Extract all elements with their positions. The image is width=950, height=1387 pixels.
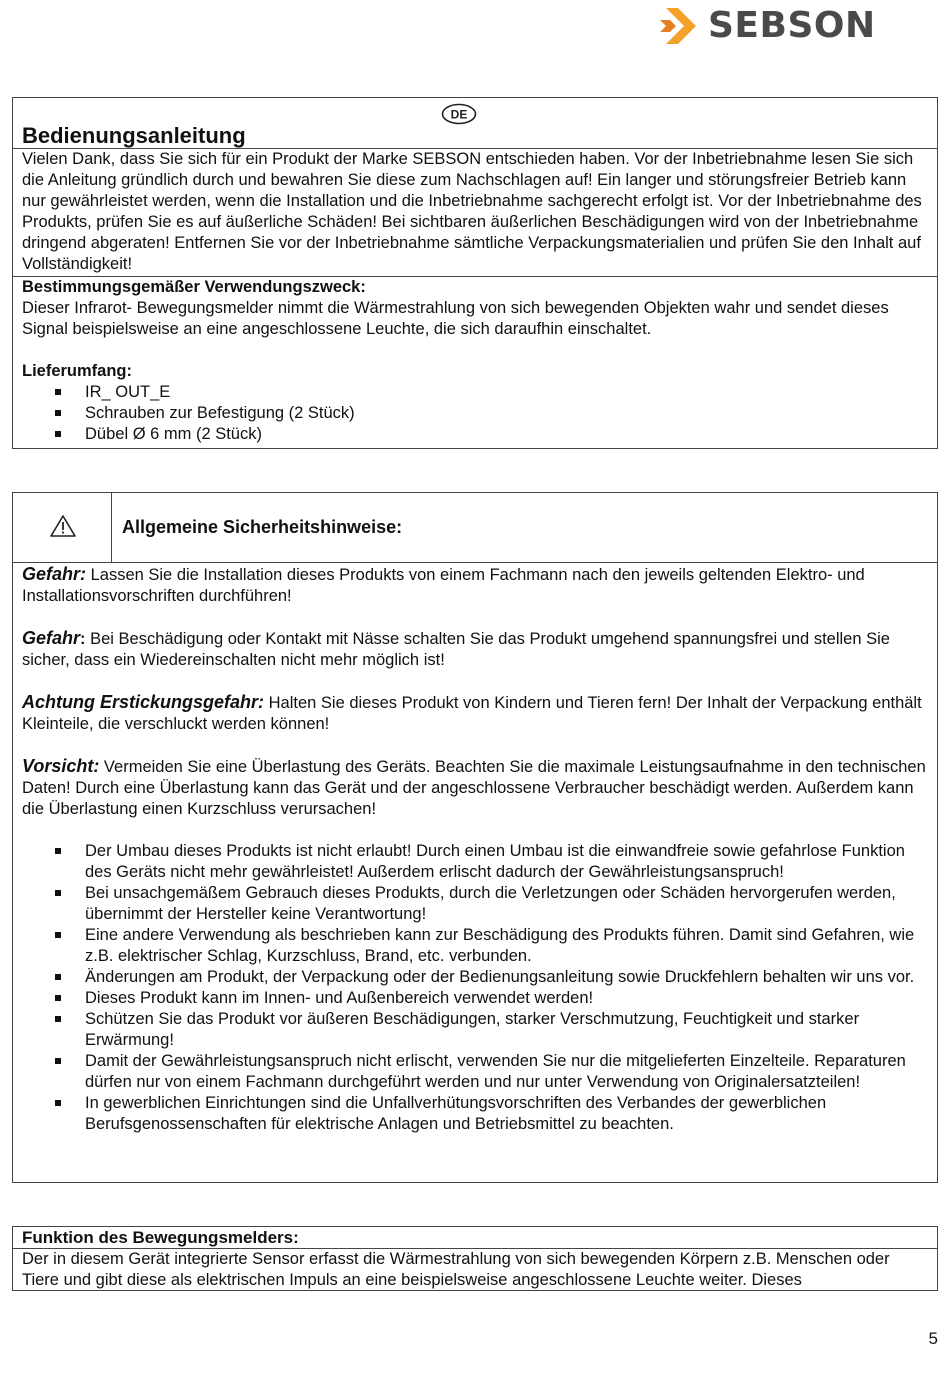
page-title: Bedienungsanleitung — [22, 123, 246, 148]
warning-suffocation: Achtung Erstickungsgefahr: Halten Sie dieses Produkt von Kindern und Tieren fern! Der Inhalt der Verpackung enthält Kleinteile, die verschluckt werden können! — [22, 692, 922, 733]
usage-text: Dieser Infrarot- Bewegungsmelder nimmt die Wärmestrahlung von sich bewegenden Objekten wahr und sendet dieses Signal beispielsweise an eine angeschlossene Leuchte, die sich daraufhin einschaltet. — [22, 299, 889, 338]
list-item: Schrauben zur Befestigung (2 Stück) — [85, 403, 937, 424]
list-item: Bei unsachgemäßem Gebrauch dieses Produkts, durch die Verletzungen oder Schäden hervorgerufen werden, übernimmt der Hersteller keine Verantwortung! — [85, 883, 928, 925]
warning-danger-1: Gefahr: Lassen Sie die Installation dieses Produkts von einem Fachmann nach den jeweils geltenden Elektro- und Installationsvorschriften durchführen! — [22, 564, 865, 605]
usage-heading: Bestimmungsgemäßer Verwendungszweck: — [22, 278, 366, 296]
language-badge-icon — [441, 103, 477, 125]
safety-header — [13, 493, 937, 563]
brand-chevron-icon — [660, 6, 706, 46]
list-item: Der Umbau dieses Produkts ist nicht erlaubt! Durch einen Umbau ist die einwandfreie sowie gefahrlose Funktion des Geräts nicht mehr gewährleistet! Außerdem erlischt dadurch der Gewährleistungsanspruch! — [85, 841, 928, 883]
language-row — [13, 98, 937, 126]
scope-heading: Lieferumfang: — [22, 362, 133, 380]
function-text: Der in diesem Gerät integrierte Sensor erfasst die Wärmestrahlung von sich bewegenden Körpern z.B. Menschen oder Tiere und gibt diese als elektrischen Impuls an eine beispielsweise angeschlossene Leuchte weiter. Dieses — [22, 1250, 890, 1289]
safety-section — [12, 492, 938, 1183]
list-item: IR_ OUT_E — [85, 382, 937, 403]
sebson-logo — [660, 6, 890, 46]
intro-text: Vielen Dank, dass Sie sich für ein Produkt der Marke SEBSON entschieden haben. Vor der Inbetriebnahme lesen Sie sich die Anleitung gründlich durch und bewahren Sie diese zum Nachschlagen auf! Ein langer und störungsfreier Betrieb kann nur gewährleistet werden, wenn die Installation und die Inbetriebnahme sachgerecht erfolgt ist. Vor der Inbetriebnahme des Produkts, prüfen Sie es auf äußerliche Schäden! Bei sichtbaren äußerlichen Beschädigungen wird von der Inbetriebnahme dringend abgeraten! Entfernen Sie vor der Inbetriebnahme sämtliche Verpackungsmaterialien und prüfen Sie den Inhalt auf Vollständigkeit! — [22, 150, 922, 273]
function-heading: Funktion des Bewegungsmelders: — [22, 1228, 299, 1247]
page-number: 5 — [928, 1329, 938, 1348]
safety-heading: Allgemeine Sicherheitshinweise: — [122, 517, 403, 537]
list-item: Änderungen am Produkt, der Verpackung oder der Bedienungsanleitung sowie Druckfehlern behalten wir uns vor. — [85, 967, 928, 988]
function-section — [12, 1226, 938, 1291]
safety-list — [13, 841, 937, 1135]
list-item: Dübel Ø 6 mm (2 Stück) — [85, 424, 937, 445]
list-item: Eine andere Verwendung als beschrieben kann zur Beschädigung des Produkts führen. Damit sind Gefahren, wie z.B. elektrischer Schlag, Kurzschluss, Brand, etc. verbunden. — [85, 925, 928, 967]
scope-list — [13, 382, 937, 445]
list-item: Schützen Sie das Produkt vor äußeren Beschädigungen, starker Verschmutzung, Feuchtigkeit und starker Erwärmung! — [85, 1009, 928, 1051]
brand-name: SEBSON — [708, 5, 876, 46]
intro-section — [12, 97, 938, 449]
warning-caution: Vorsicht: Vermeiden Sie eine Überlastung des Geräts. Beachten Sie die maximale Leistungsaufnahme in den technischen Daten! Durch eine Überlastung kann das Gerät und der angeschlossene Verbraucher beschädigt werden. Außerdem kann die Überlastung einen Kurzschluss verursachen! — [22, 756, 926, 818]
svg-text:DE: DE — [450, 107, 468, 122]
list-item: In gewerblichen Einrichtungen sind die Unfallverhütungsvorschriften des Verbandes der gewerblichen Berufsgenossenschaften für elektrische Anlagen und Betriebsmittel zu beachten. — [85, 1093, 928, 1135]
list-item: Dieses Produkt kann im Innen- und Außenbereich verwendet werden! — [85, 988, 928, 1009]
list-item: Damit der Gewährleistungsanspruch nicht erlischt, verwenden Sie nur die mitgelieferten Einzelteile. Reparaturen dürfen nur von einem Fachmann durchgeführt werden und nur unter Verwendung von Originalersatzteilen! — [85, 1051, 928, 1093]
warning-icon — [49, 514, 77, 538]
warning-danger-2: Gefahr: Bei Beschädigung oder Kontakt mit Nässe schalten Sie das Produkt umgehend spannungsfrei und stellen Sie sicher, dass ein Wiedereinschalten nicht mehr möglich ist! — [22, 628, 890, 669]
